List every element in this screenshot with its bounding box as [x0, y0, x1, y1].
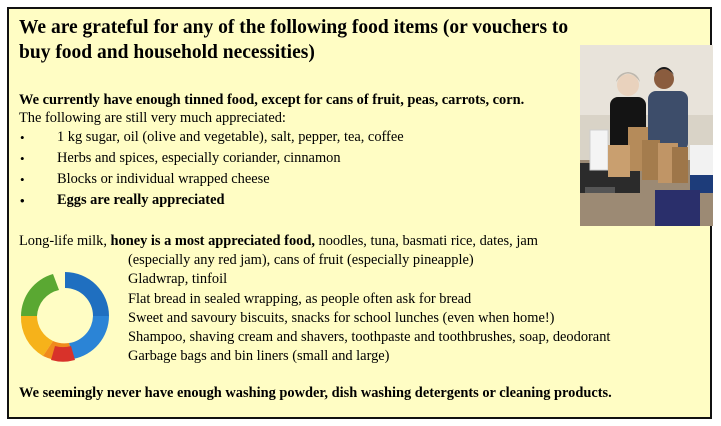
bullet-icon: • — [20, 151, 25, 166]
needed-items-list — [19, 127, 574, 211]
tinned-food-note: We currently have enough tinned food, except for cans of fruit, peas, carrots, corn. — [19, 92, 525, 108]
list-item: Sweet and savoury biscuits, snacks for school lunches (even when home!) — [128, 309, 555, 326]
list-item — [19, 127, 574, 148]
list-item: Garbage bags and bin liners (small and large) — [128, 348, 390, 365]
milk-line-end: noodles, tuna, basmati rice, dates, jam — [314, 233, 538, 249]
notice-title: We are grateful for any of the following food items (or vouchers to buy food and household necessities) — [19, 17, 569, 63]
list-item — [19, 148, 574, 169]
list-item: Shampoo, shaving cream and shavers, toothpaste and toothbrushes, soap, deodorant — [128, 329, 611, 346]
list-item-text: 1 kg sugar, oil (olive and vegetable), salt, pepper, tea, coffee — [57, 129, 404, 145]
list-item: Gladwrap, tinfoil — [128, 271, 228, 288]
milk-honey-line — [19, 232, 579, 251]
donation-notice-card — [7, 7, 712, 419]
list-item: Flat bread in sealed wrapping, as people often ask for bread — [128, 290, 472, 307]
honey-emphasis: honey is a most appreciated food, — [110, 233, 315, 249]
volunteers-photo — [580, 45, 713, 226]
bullet-icon: • — [20, 193, 25, 208]
list-item-text: Blocks or individual wrapped cheese — [57, 171, 270, 187]
bullet-icon: • — [20, 130, 25, 145]
additional-items-list — [128, 251, 688, 367]
milk-line-start: Long-life milk, — [19, 233, 111, 249]
list-item — [19, 169, 574, 190]
list-item — [19, 190, 574, 211]
organisation-logo — [13, 264, 117, 368]
list-item-text: Eggs are really appreciated — [57, 192, 225, 208]
bullet-icon: • — [20, 172, 25, 187]
list-item: (especially any red jam), cans of fruit (especially pineapple) — [128, 252, 474, 268]
appreciated-intro: The following are still very much appreciated: — [19, 110, 286, 126]
list-item-text: Herbs and spices, especially coriander, cinnamon — [57, 150, 341, 166]
cleaning-products-note: We seemingly never have enough washing powder, dish washing detergents or cleaning products. — [19, 385, 612, 401]
